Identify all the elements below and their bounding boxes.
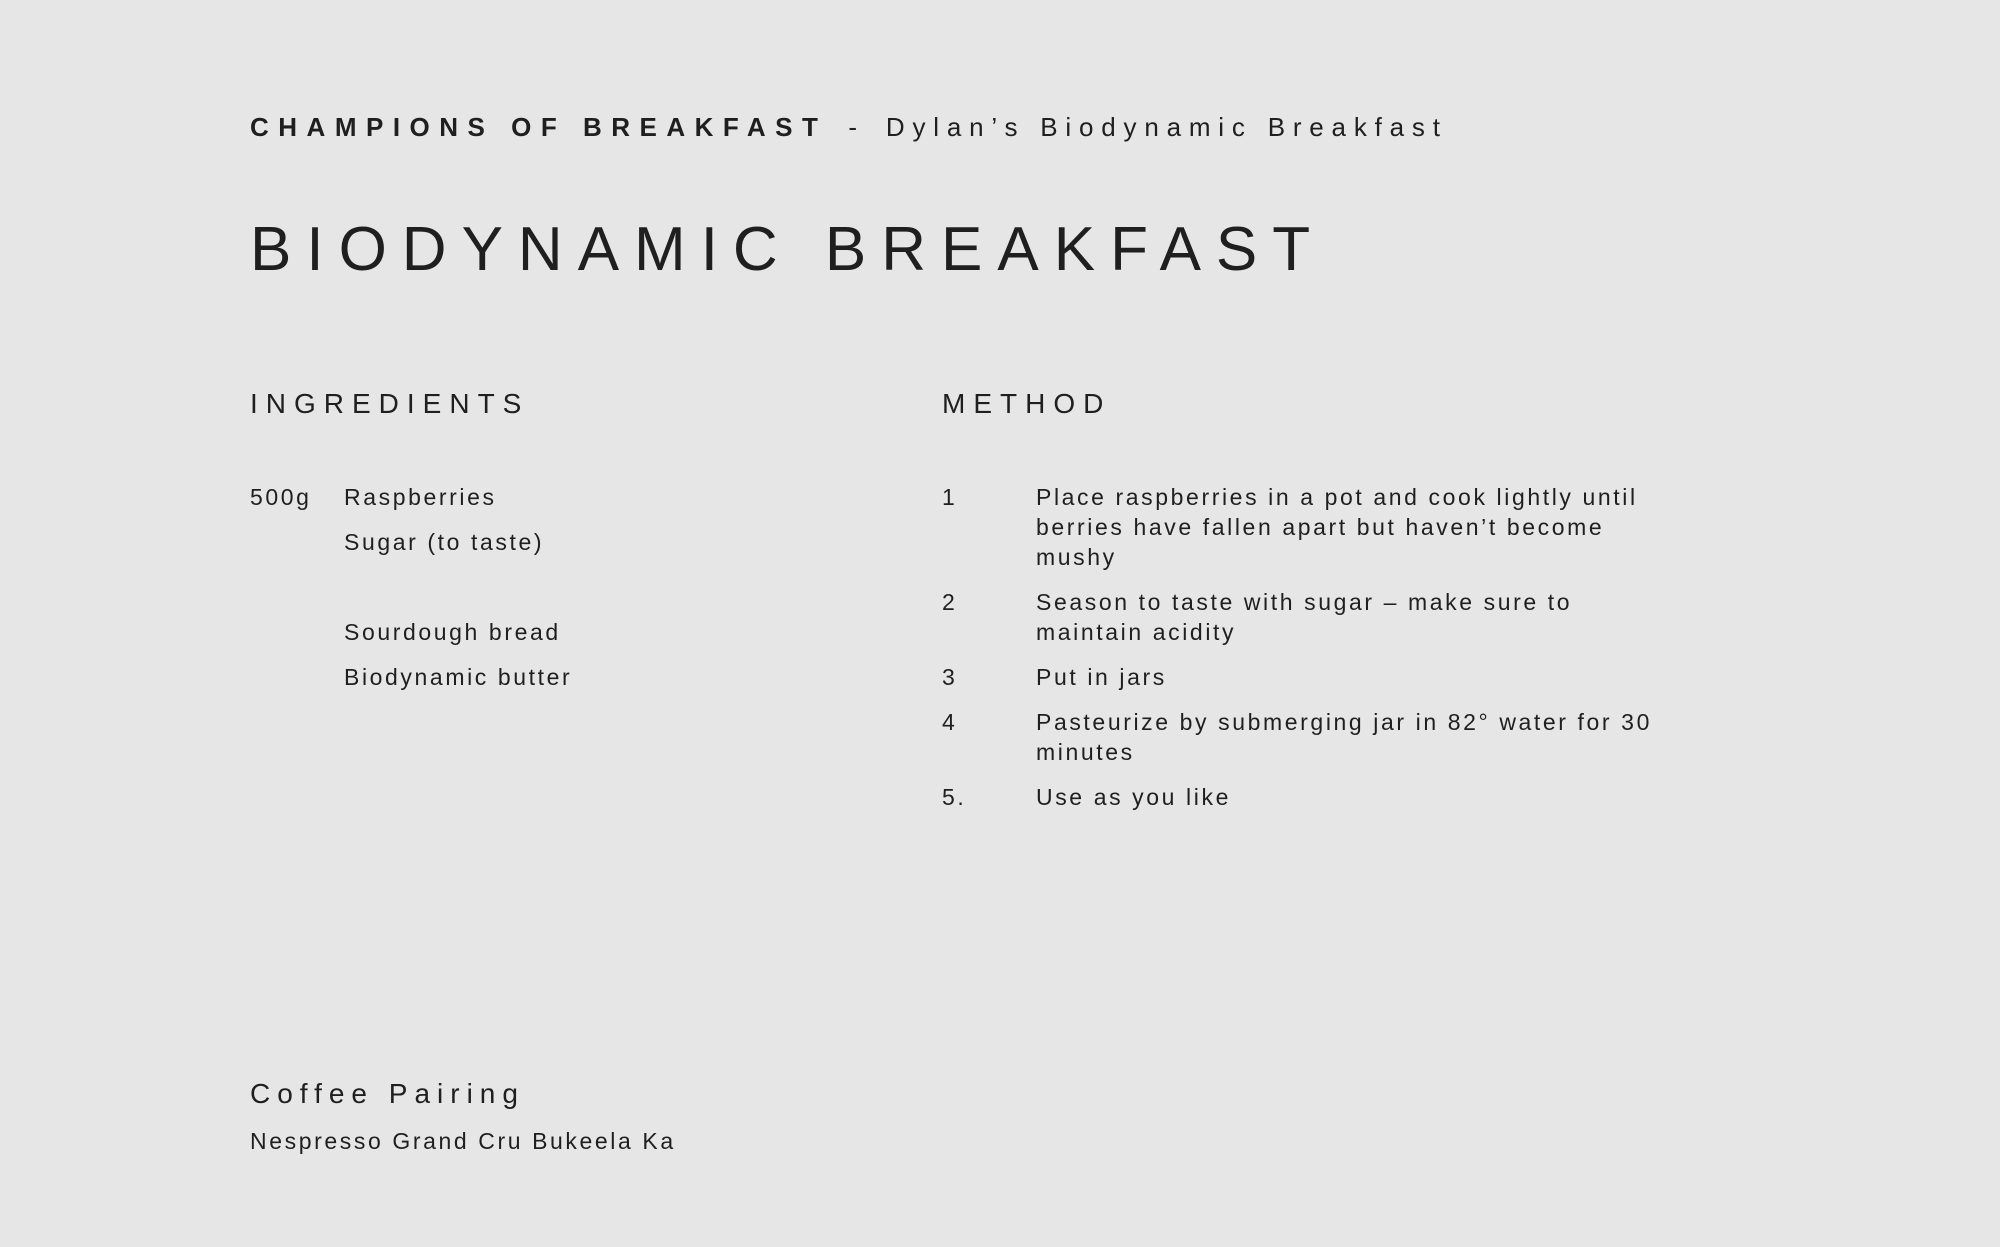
ingredient-item [250, 482, 870, 512]
method-step [942, 782, 1662, 812]
coffee-pairing-heading: Coffee Pairing [250, 1078, 525, 1109]
coffee-pairing-value: Nespresso Grand Cru Bukeela Ka [250, 1128, 676, 1154]
page-kicker [250, 112, 1448, 143]
step-number: 5. [942, 784, 967, 810]
step-text: Use as you like [1036, 784, 1231, 810]
ingredient-item [250, 527, 870, 557]
ingredient-qty: 500g [250, 484, 312, 510]
ingredient-name: Raspberries [344, 484, 497, 510]
method-step [942, 482, 1662, 572]
method-heading: METHOD [942, 388, 1112, 419]
ingredient-item [250, 617, 870, 647]
ingredient-name: Sourdough bread [344, 619, 561, 645]
ingredient-item [250, 662, 870, 692]
recipe-subtitle: Dylan’s Biodynamic Breakfast [885, 112, 1448, 142]
step-number: 1 [942, 484, 958, 510]
method-step [942, 587, 1662, 647]
ingredients-heading: INGREDIENTS [250, 388, 530, 419]
step-text: Season to taste with sugar – make sure to maintain acidity [1036, 589, 1573, 645]
step-text: Place raspberries in a pot and cook lightly until berries have fallen apart but haven’t become mushy [1036, 484, 1638, 570]
step-number: 4 [942, 709, 958, 735]
ingredient-qty [250, 662, 344, 692]
brand-name: CHAMPIONS OF BREAKFAST [250, 112, 828, 142]
step-number: 2 [942, 589, 958, 615]
method-steps [942, 482, 1662, 827]
ingredients-list [250, 482, 870, 707]
ingredient-name: Biodynamic butter [344, 664, 573, 690]
ingredient-qty [250, 527, 344, 557]
kicker-separator: - [848, 112, 865, 142]
ingredient-spacer [250, 572, 870, 602]
step-text: Pasteurize by submerging jar in 82° water for 30 minutes [1036, 709, 1652, 765]
step-number: 3 [942, 664, 958, 690]
method-step [942, 662, 1662, 692]
ingredient-qty [250, 617, 344, 647]
ingredient-name: Sugar (to taste) [344, 529, 545, 555]
page-title: BIODYNAMIC BREAKFAST [250, 215, 1326, 284]
step-text: Put in jars [1036, 664, 1167, 690]
method-step [942, 707, 1662, 767]
